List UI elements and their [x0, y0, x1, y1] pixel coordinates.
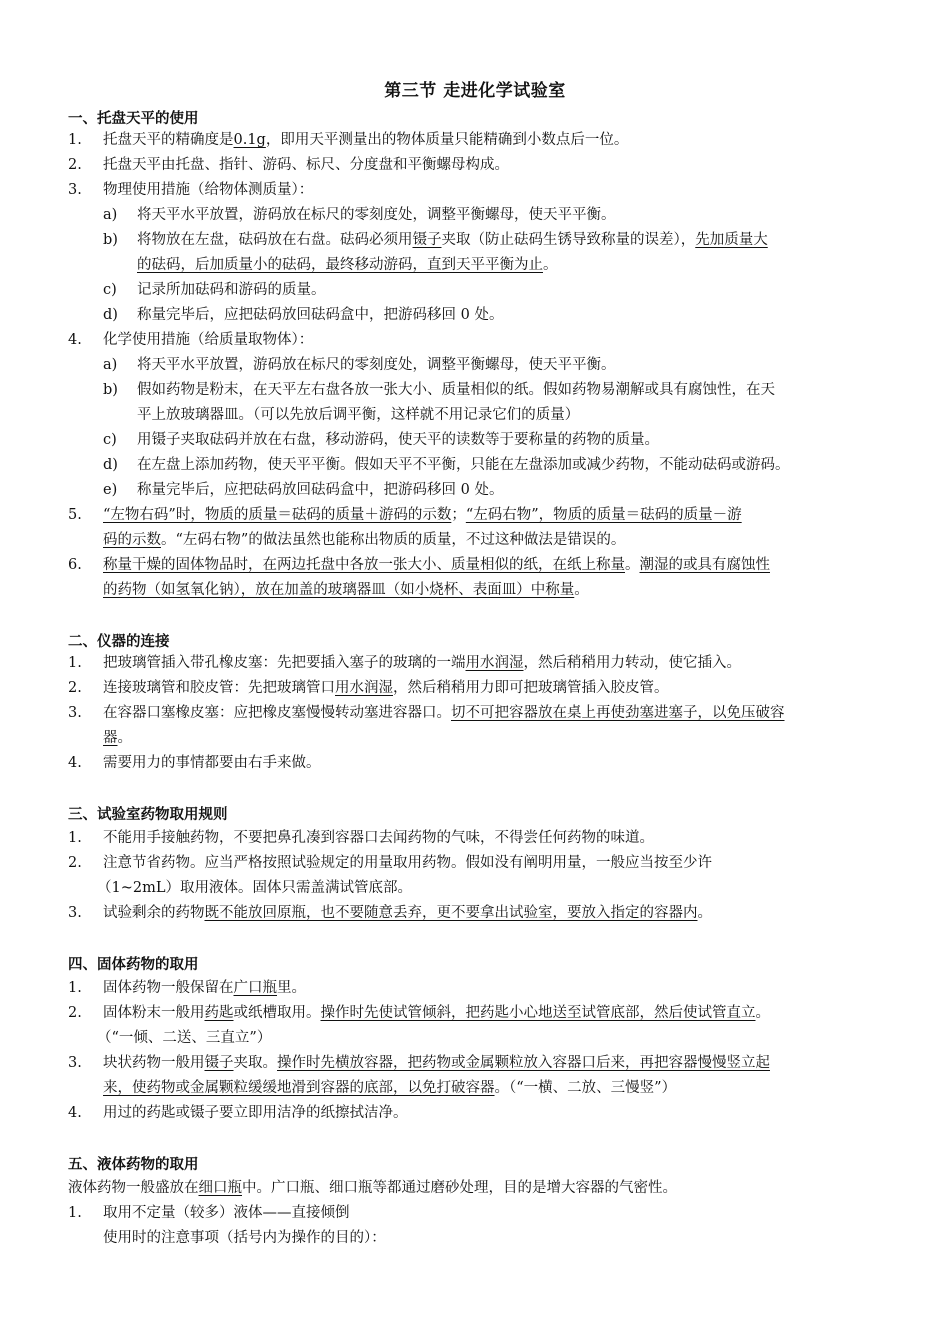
sub-list-letter: e)	[103, 482, 118, 498]
list-number: 1.	[68, 132, 82, 148]
list-item: 固体粉末一般用药匙或纸槽取用。操作时先使试管倾斜，把药匙小心地送至试管底部，然后使试管直立。	[103, 1005, 770, 1021]
sub-list-letter: b)	[103, 382, 118, 398]
list-item-continuation: 使用时的注意事项（括号内为操作的目的）：	[103, 1230, 386, 1246]
list-item: 假如药物是粉末，在天平左右盘各放一张大小、质量相似的纸。假如药物易潮解或具有腐蚀性，在天	[137, 382, 775, 398]
list-item-continuation: （“一倾、二送、三直立”）	[97, 1030, 272, 1046]
section-heading-solid: 四、固体药物的取用	[68, 956, 199, 973]
list-item: “左物右码”时，物质的质量＝砝码的质量＋游码的示数；“左码右物”，物质的质量＝砝码的质量－游	[103, 507, 742, 523]
list-number: 1.	[68, 980, 82, 996]
list-item-continuation: 平上放玻璃器皿。（可以先放后调平衡，这样就不用记录它们的质量）	[137, 407, 580, 423]
list-number: 4.	[68, 1105, 82, 1121]
list-number: 1.	[68, 1205, 82, 1221]
list-item: 将天平水平放置，游码放在标尺的零刻度处，调整平衡螺母，使天平平衡。	[137, 357, 616, 373]
list-number: 3.	[68, 705, 82, 721]
list-number: 2.	[68, 680, 82, 696]
list-number: 4.	[68, 755, 82, 771]
list-item: 块状药物一般用镊子夹取。操作时先横放容器，把药物或金属颗粒放入容器口后来，再把容器慢慢竖立起	[103, 1055, 770, 1071]
list-item: 需要用力的事情都要由右手来做。	[103, 755, 321, 771]
sub-list-letter: d)	[103, 307, 118, 323]
list-item: 物理使用措施（给物体测质量）：	[103, 182, 314, 198]
list-number: 2.	[68, 157, 82, 173]
list-item: 称量完毕后，应把砝码放回砝码盒中，把游码移回 0 处。	[137, 307, 504, 323]
list-item: 将物放在左盘，砝码放在右盘。砝码必须用镊子夹取（防止砝码生锈导致称量的误差），先加质量大	[137, 232, 768, 248]
list-item: 用过的药匙或镊子要立即用洁净的纸擦拭洁净。	[103, 1105, 408, 1121]
list-item: 在容器口塞橡皮塞：应把橡皮塞慢慢转动塞进容器口。切不可把容器放在桌上再使劲塞进塞子，以免压破容	[103, 705, 785, 721]
page-title: 第三节 走进化学试验室	[384, 81, 566, 101]
list-item-continuation: 码的示数。“左码右物”的做法虽然也能称出物质的质量，不过这种做法是错误的。	[103, 532, 626, 548]
list-item-continuation: 的砝码，后加质量小的砝码，最终移动游码，直到天平平衡为止。	[137, 257, 558, 273]
list-item: 取用不定量（较多）液体——直接倾倒	[103, 1205, 350, 1221]
list-number: 3.	[68, 1055, 82, 1071]
list-number: 4.	[68, 332, 82, 348]
list-number: 6.	[68, 557, 82, 573]
section-heading-rules: 三、试验室药物取用规则	[68, 806, 228, 823]
section-heading-connection: 二、仪器的连接	[68, 633, 170, 650]
sub-list-letter: c)	[103, 432, 117, 448]
section-heading-balance: 一、托盘天平的使用	[68, 110, 199, 127]
list-number: 5.	[68, 507, 82, 523]
list-item: 在左盘上添加药物，使天平平衡。假如天平不平衡，只能在左盘添加或减少药物，不能动砝码或游码。	[137, 457, 790, 473]
list-item-continuation: （1~2mL）取用液体。固体只需盖满试管底部。	[97, 880, 412, 896]
list-number: 3.	[68, 905, 82, 921]
list-number: 1.	[68, 655, 82, 671]
list-item: 连接玻璃管和胶皮管：先把玻璃管口用水润湿，然后稍稍用力即可把玻璃管插入胶皮管。	[103, 680, 669, 696]
list-item: 不能用手接触药物，不要把鼻孔凑到容器口去闻药物的气味，不得尝任何药物的味道。	[103, 830, 654, 846]
sub-list-letter: a)	[103, 207, 118, 223]
list-item: 用镊子夹取砝码并放在右盘，移动游码，使天平的读数等于要称量的药物的质量。	[137, 432, 659, 448]
list-item: 托盘天平的精确度是0.1g，即用天平测量出的物体质量只能精确到小数点后一位。	[103, 132, 629, 148]
list-item-continuation: 来，使药物或金属颗粒缓缓地滑到容器的底部，以免打破容器。（“一横、二放、三慢竖”）	[103, 1080, 677, 1096]
list-item: 固体药物一般保留在广口瓶里。	[103, 980, 306, 996]
list-number: 2.	[68, 855, 82, 871]
list-item-continuation: 的药物（如氢氧化钠），放在加盖的玻璃器皿（如小烧杯、表面皿）中称量。	[103, 582, 589, 598]
list-item: 注意节省药物。应当严格按照试验规定的用量取用药物。假如没有阐明用量，一般应当按至少许	[103, 855, 712, 871]
list-number: 3.	[68, 182, 82, 198]
list-item-continuation: 器。	[103, 730, 132, 746]
list-number: 1.	[68, 830, 82, 846]
list-number: 2.	[68, 1005, 82, 1021]
section-heading-liquid: 五、液体药物的取用	[68, 1156, 199, 1173]
sub-list-letter: c)	[103, 282, 117, 298]
paragraph: 液体药物一般盛放在细口瓶中。广口瓶、细口瓶等都通过磨砂处理，目的是增大容器的气密性。	[68, 1180, 677, 1196]
list-item: 试验剩余的药物既不能放回原瓶，也不要随意丢弃，更不要拿出试验室，要放入指定的容器内。	[103, 905, 712, 921]
sub-list-letter: b)	[103, 232, 118, 248]
list-item: 托盘天平由托盘、指针、游码、标尺、分度盘和平衡螺母构成。	[103, 157, 509, 173]
list-item: 把玻璃管插入带孔橡皮塞：先把要插入塞子的玻璃的一端用水润湿，然后稍稍用力转动，使它插入。	[103, 655, 741, 671]
list-item: 记录所加砝码和游码的质量。	[137, 282, 326, 298]
list-item: 称量完毕后，应把砝码放回砝码盒中，把游码移回 0 处。	[137, 482, 504, 498]
list-item: 称量干燥的固体物品时，在两边托盘中各放一张大小、质量相似的纸，在纸上称量。潮湿的或具有腐蚀性	[103, 557, 770, 573]
list-item: 化学使用措施（给质量取物体）：	[103, 332, 314, 348]
sub-list-letter: d)	[103, 457, 118, 473]
list-item: 将天平水平放置，游码放在标尺的零刻度处，调整平衡螺母，使天平平衡。	[137, 207, 616, 223]
sub-list-letter: a)	[103, 357, 118, 373]
